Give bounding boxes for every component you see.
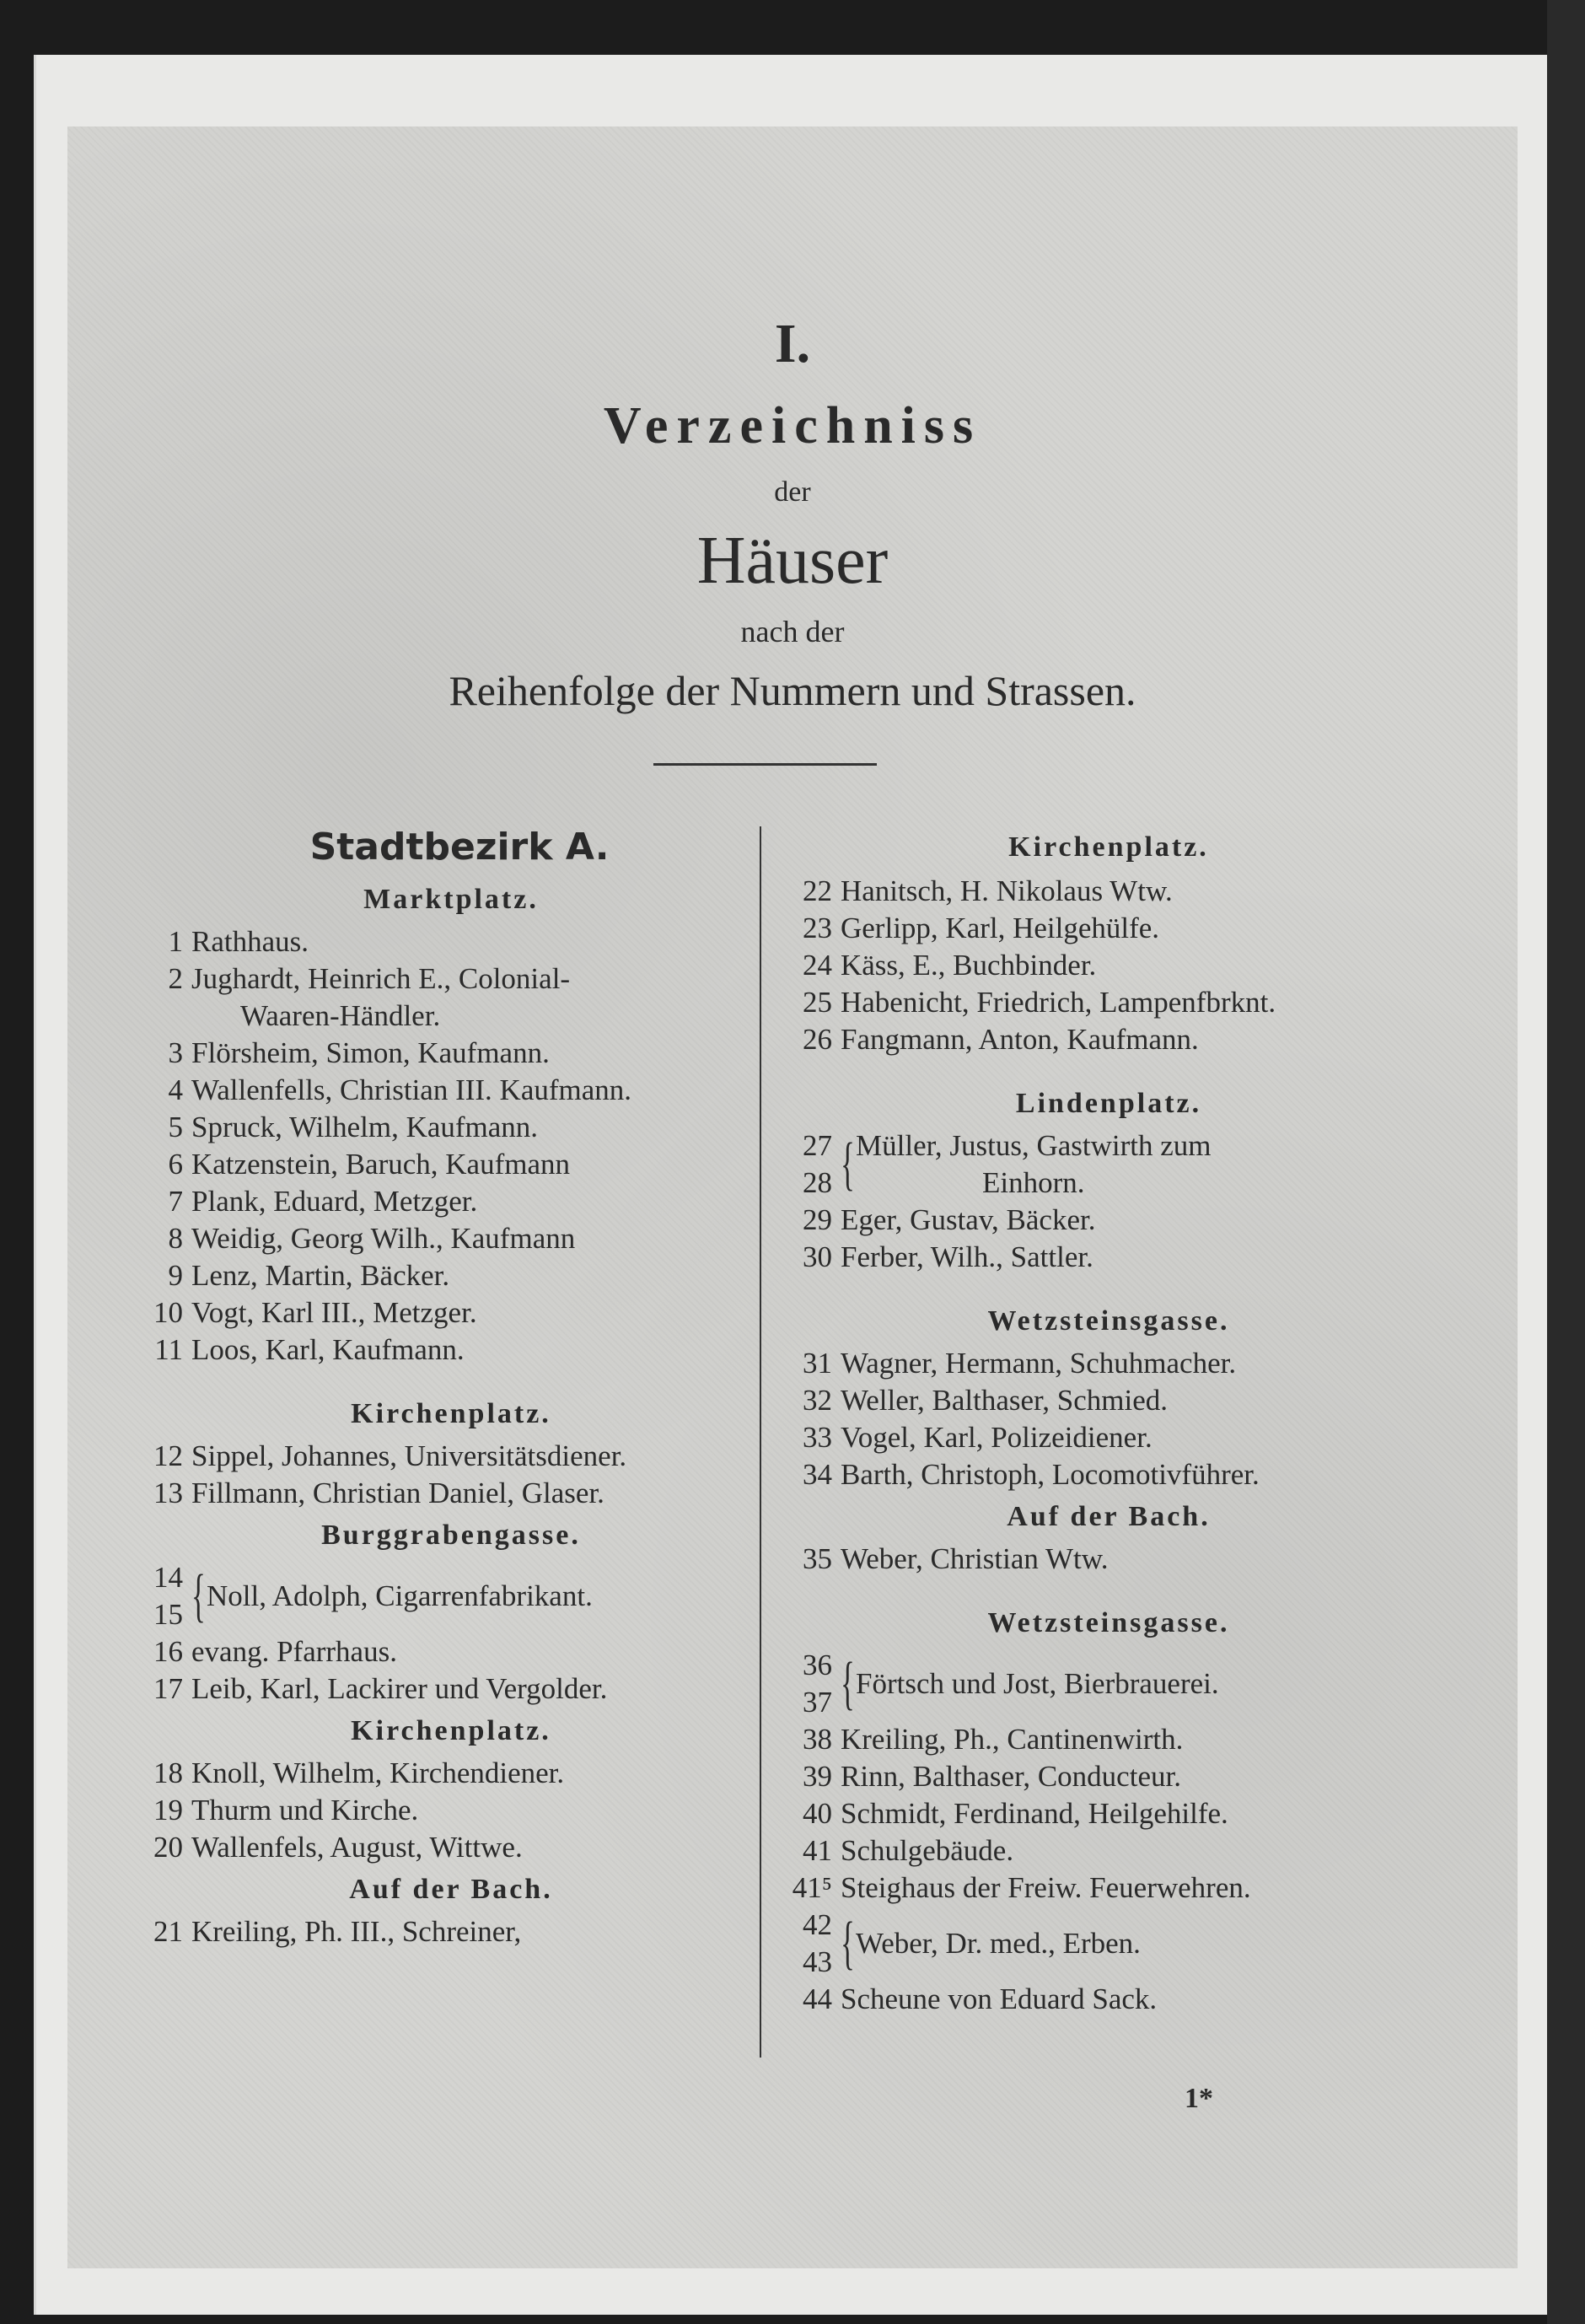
list-item: 30 Ferber, Wilh., Sattler. xyxy=(803,1240,1093,1273)
list-item: 39 Rinn, Balthaser, Conducteur. xyxy=(803,1760,1181,1793)
list-item: 12 Sippel, Johannes, Universitätsdiener. xyxy=(153,1439,627,1472)
list-item: 11 Loos, Karl, Kaufmann. xyxy=(154,1333,465,1366)
list-item: 24 Käss, E., Buchbinder. xyxy=(803,949,1097,982)
list-item: 31 Wagner, Hermann, Schuhmacher. xyxy=(803,1347,1237,1380)
title-subject: Häuser xyxy=(696,524,889,598)
list-item: 18 Knoll, Wilhelm, Kirchendiener. xyxy=(153,1756,565,1789)
street-heading: Marktplatz. xyxy=(363,884,539,915)
list-item: Waaren-Händler. xyxy=(240,999,441,1032)
list-item-grouped: 36 37 { Förtsch und Jost, Bierbrauerei. xyxy=(788,1647,1429,1721)
section-numeral: I. xyxy=(774,313,811,374)
street-heading: Lindenplatz. xyxy=(1015,1088,1202,1119)
list-item: 19 Thurm und Kirche. xyxy=(153,1794,419,1826)
list-item: 35 Weber, Christian Wtw. xyxy=(803,1542,1109,1575)
list-item: 21 Kreiling, Ph. III., Schreiner, xyxy=(153,1915,522,1948)
street-heading: Wetzsteinsgasse. xyxy=(987,1607,1230,1638)
street-heading: Burggrabengasse. xyxy=(321,1520,581,1551)
list-item: 34 Barth, Christoph, Locomotivführer. xyxy=(803,1458,1260,1491)
list-item-grouped: 42 43 { Weber, Dr. med., Erben. xyxy=(788,1907,1429,1981)
street-heading: Kirchenplatz. xyxy=(351,1398,551,1429)
street-heading: Auf der Bach. xyxy=(349,1874,553,1905)
list-item: 6 Katzenstein, Baruch, Kaufmann xyxy=(168,1148,571,1181)
list-item: 1 Rathhaus. xyxy=(168,925,309,958)
street-heading: Auf der Bach. xyxy=(1007,1501,1211,1532)
list-item: 40 Schmidt, Ferdinand, Heilgehilfe. xyxy=(803,1797,1228,1830)
right-column xyxy=(788,822,1429,2018)
list-item-grouped: 14 15 { Noll, Adolph, Cigarrenfabrikant. xyxy=(148,1559,755,1633)
list-item: 20 Wallenfels, August, Wittwe. xyxy=(153,1831,523,1864)
list-item: 25 Habenicht, Friedrich, Lampenfbrknt. xyxy=(803,986,1276,1019)
street-heading: Wetzsteinsgasse. xyxy=(987,1305,1230,1337)
list-item: 29 Eger, Gustav, Bäcker. xyxy=(803,1203,1096,1236)
brace-glyph: { xyxy=(841,1651,855,1716)
title-nach-der: nach der xyxy=(740,615,845,648)
list-item: 22 Hanitsch, H. Nikolaus Wtw. xyxy=(803,874,1173,907)
page-title: Verzeichniss xyxy=(603,397,982,455)
left-column xyxy=(148,822,755,1950)
brace-glyph: { xyxy=(191,1563,206,1628)
street-heading: Kirchenplatz. xyxy=(1008,831,1209,863)
district-heading: Stadtbezirk A. xyxy=(309,826,610,869)
list-item: 41 Schulgebäude. xyxy=(803,1834,1014,1867)
list-item: 16 evang. Pfarrhaus. xyxy=(153,1635,397,1668)
list-item: 10 Vogt, Karl III., Metzger. xyxy=(153,1296,477,1329)
list-item: 32 Weller, Balthaser, Schmied. xyxy=(803,1384,1169,1417)
list-item: 13 Fillmann, Christian Daniel, Glaser. xyxy=(153,1477,604,1509)
list-item: 38 Kreiling, Ph., Cantinenwirth. xyxy=(803,1723,1184,1756)
list-item: 8 Weidig, Georg Wilh., Kaufmann xyxy=(168,1222,576,1255)
list-item: 33 Vogel, Karl, Polizeidiener. xyxy=(803,1421,1152,1454)
list-item: 26 Fangmann, Anton, Kaufmann. xyxy=(803,1023,1199,1056)
list-item: 17 Leib, Karl, Lackirer und Vergolder. xyxy=(153,1672,608,1705)
list-item: 2 Jughardt, Heinrich E., Colonial- xyxy=(168,962,571,995)
list-item: 3 Flörsheim, Simon, Kaufmann. xyxy=(168,1036,550,1069)
list-item: 23 Gerlipp, Karl, Heilgehülfe. xyxy=(803,912,1160,944)
page-subtitle: Reihenfolge der Nummern und Strassen. xyxy=(449,667,1136,714)
list-item: 9 Lenz, Martin, Bäcker. xyxy=(168,1259,450,1292)
page-signature-mark: 1* xyxy=(1185,2083,1213,2114)
list-item: 41⁵ Steighaus der Freiw. Feuerwehren. xyxy=(792,1871,1251,1904)
brace-glyph: { xyxy=(841,1132,855,1197)
list-item: 5 Spruck, Wilhelm, Kaufmann. xyxy=(168,1111,539,1143)
list-item: 44 Scheune von Eduard Sack. xyxy=(803,1982,1158,2015)
list-item: 4 Wallenfells, Christian III. Kaufmann. xyxy=(168,1073,632,1106)
brace-glyph: { xyxy=(841,1911,855,1976)
column-divider xyxy=(760,826,761,2058)
title-rule xyxy=(653,763,877,766)
title-der: der xyxy=(774,476,811,508)
list-item-grouped: 27 28 { Müller, Justus, Gastwirth zum Einhorn. xyxy=(788,1127,1429,1202)
list-item: 7 Plank, Eduard, Metzger. xyxy=(168,1185,478,1218)
street-heading: Kirchenplatz. xyxy=(351,1715,551,1746)
